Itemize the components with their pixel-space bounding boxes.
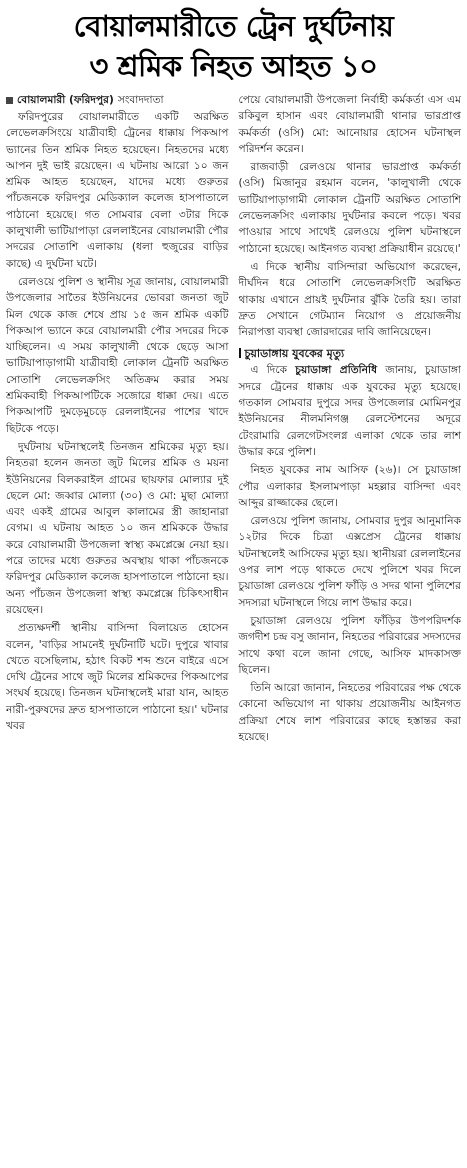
paragraph: নিহত যুবকের নাম আসিফ (২৬)। সে চুয়াডাঙ্গা পৌর এলাকার ইসলামপাড়া মহল্লার বাসিন্দা এবং আব্দুর রাজ্জাকের ছেলে। — [238, 464, 461, 509]
paragraph: চুয়াডাঙ্গা রেলওয়ে পুলিশ ফাঁড়ির উপপরিদর্শক জগদীশ চন্দ্র বসু জানান, নিহতের পরিবারের সদস্যদের সাথে কথা বলে জানা গেছে, আসিফ মাদকাসক্ত ছিলেন। — [238, 614, 461, 676]
column-left — [6, 92, 229, 745]
subheading-text: চুয়াডাঙ্গায় যুবকের মৃত্যু — [244, 347, 345, 361]
byline-place: বোয়ালমারী (ফরিদপুর) — [17, 94, 114, 106]
subheading-bar-icon — [239, 348, 241, 358]
article-columns — [6, 92, 461, 745]
paragraph: প্রত্যক্ষদর্শী স্থানীয় বাসিন্দা বিলায়েত হোসেন বলেন, 'বাড়ির সামনেই দুর্ঘটনাটি ঘটে। দুপুরে খাবার খেতে বসেছিলাম, হঠাৎ বিকট শব্দ শুনে বাইরে এসে দেখি ট্রেনের সাথে জুট মিলের শ্রমিকদের পিকআপের সংঘর্ষ হয়েছে। তিনজন ঘটনাস্থলেই মারা যান, আহত নারী-পুরুষদের দ্রুত হাসপাতালে পাঠানো হয়।' ঘটনার খবর — [6, 622, 229, 732]
paragraph-text: জানায়, চুয়াডাঙ্গা সদরে ট্রেনের ধাক্কায় এক যুবকের মৃত্যু হয়েছে। গতকাল সোমবার দুপুরে সদর উপজেলার মোমিনপুর ইউনিয়নের নীলমনিগঞ্জ রেলস্টেশনের অদূরে টেংরামারি রেলগেটসংলগ্ন এলাকা থেকে তার লাশ উদ্ধার করে পুলিশ। — [238, 364, 461, 458]
paragraph — [239, 362, 462, 460]
column-right — [239, 92, 462, 745]
paragraph: ফরিদপুরের বোয়ালমারীতে একটি অরক্ষিত লেভেলক্রসিংয়ে যাত্রীবাহী ট্রেনের ধাক্কায় পিকআপ ভ্যানের তিন শ্রমিক নিহত হয়েছেন। নিহতদের মধ্যে আপন দুই ভাই রয়েছেন। এ ঘটনায় আরো ১০ জন শ্রমিক আহত হয়েছেন, যাদের মধ্যে গুরুতর পাঁচজনকে ফরিদপুর মেডিক্যাল কলেজ হাসপাতালে পাঠানো হয়েছে। গত সোমবার বেলা ৩টার দিকে কালুখালী ভাটিয়াপাড়া রেললাইনের বোয়ালমারী পৌর সদরের সোতাশি এলাকায় (ধলা হুজুরের বাড়ির কাছে) এ দুর্ঘটনা ঘটে। — [6, 111, 229, 270]
paragraph: রেলওয়ে পুলিশ ও স্থানীয় সূত্র জানায়, বোয়ালমারী উপজেলার সাতৈর ইউনিয়নের ভোবরা জনতা জুট মিল থেকে কাজ শেষে প্রায় ১৫ জন শ্রমিক একটি পিকআপ ভ্যানে করে বোয়ালমারী পৌর সদরের দিকে যাচ্ছিলেন। এ সময় কালুখালী থেকে ছেড়ে আসা ভাটিয়াপাড়াগামী যাত্রীবাহী লোকাল ট্রেনটি অরক্ষিত সোতাশি লেভেলক্রসিং অতিক্রম করার সময় শ্রমিকবাহী পিকআপটিকে সজোরে ধাক্কা দেয়। এতে পিকআপটি দুমড়েমুচড়ে রেললাইনের পাশের খাদে ছিটকে পড়ে। — [6, 275, 229, 435]
paragraph: দুর্ঘটনায় ঘটনাস্থলেই তিনজন শ্রমিকের মৃত্যু হয়। নিহতরা হলেন জনতা জুট মিলের শ্রমিক ও ময়না ইউনিয়নের বিলকরাইল গ্রামের ছায়ফার মোল্যার দুই ছেলে মো: জব্বার মোল্যা (৩০) ও মো: মুছা মোল্যা এবং একই গ্রামের আবুল কালামের স্ত্রী জাহানারা বেগম। এ ঘটনায় আহত ১০ জন শ্রমিককে উদ্ধার করে বোয়ালমারী উপজেলা স্বাস্থ্য কমপ্লেক্সে নেয়া হয়। পরে তাদের মধ্যে গুরুতর অবস্থায় থাকা পাঁচজনকে ফরিদপুর মেডিক্যাল কলেজ হাসপাতালে পাঠানো হয়। অন্য পাঁচজন উপজেলা স্বাস্থ্য কমপ্লেক্সে চিকিৎসাধীন রয়েছেন। — [6, 440, 229, 616]
byline — [6, 92, 229, 108]
paragraph: এ দিকে স্থানীয় বাসিন্দারা অভিযোগ করেছেন, দীর্ঘদিন ধরে সোতাশি লেভেলক্রসিংটি অরক্ষিত থাকায় এখানে প্রায়ই দুর্ঘটনার ঝুঁকি তৈরি হয়। তারা দ্রুত সেখানে গেটম্যান নিয়োগ ও প্রয়োজনীয় নিরাপত্তা ব্যবস্থা জোরদারের দাবি জানিয়েছেন। — [238, 260, 461, 339]
bullet-square-icon — [6, 97, 13, 104]
paragraph: রাজবাড়ী রেলওয়ে থানার ভারপ্রাপ্ত কর্মকর্তা (ওসি) মিজানুর রহমান বলেন, 'কালুখালী থেকে ভাটিয়াপাড়াগামী লোকাল ট্রেনটি অরক্ষিত সোতাশি লেভেলক্রসিং এলাকায় দুর্ঘটনার কবলে পড়ে। খবর পাওয়ার সাথে সাথেই রেলওয়ে পুলিশ ঘটনাস্থলে পাঠানো হয়েছে। আইনগত ব্যবস্থা প্রক্রিয়াধীন রয়েছে।' — [238, 161, 461, 255]
paragraph: তিনি আরো জানান, নিহতের পরিবারের পক্ষ থেকে কোনো অভিযোগ না থাকায় প্রয়োজনীয় আইনগত প্রক্রিয়া শেষে লাশ পরিবারের কাছে হস্তান্তর করা হয়েছে। — [238, 682, 461, 743]
paragraph: রেলওয়ে পুলিশ জানায়, সোমবার দুপুর আনুমানিক ১২টার দিকে চিত্রা এক্সপ্রেস ট্রেনের ধাক্কায় ঘটনাস্থলেই আসিফের মৃত্যু হয়। স্থানীয়রা রেললাইনের ওপর লাশ পড়ে থাকতে দেখে পুলিশে খবর দিলে চুয়াডাঙ্গা রেলওয়ে পুলিশ ফাঁড়ি ও সদর থানা পুলিশের সদস্যরা ঘটনাস্থলে গিয়ে লাশ উদ্ধার করে। — [238, 515, 461, 609]
byline-reporter: সংবাদদাতা — [117, 94, 164, 106]
correspondent-label: চুয়াডাঙ্গা প্রতিনিধি — [295, 364, 378, 377]
headline-line-1: বোয়ালমারীতে ট্রেন দুর্ঘটনায় — [73, 9, 394, 43]
headline — [6, 6, 461, 86]
paragraph: পেয়ে বোয়ালমারী উপজেলা নির্বাহী কর্মকর্তা এস এম রকিবুল হাসান এবং বোয়ালমারী থানার ভারপ্রাপ্ত কর্মকর্তা (ওসি) মো: আনোয়ার হোসেন ঘটনাস্থল পরিদর্শন করেন। — [238, 94, 461, 155]
lead-text: এ দিকে — [250, 364, 288, 377]
subheading — [239, 346, 462, 362]
headline-line-2: ৩ শ্রমিক নিহত আহত ১০ — [89, 49, 378, 83]
